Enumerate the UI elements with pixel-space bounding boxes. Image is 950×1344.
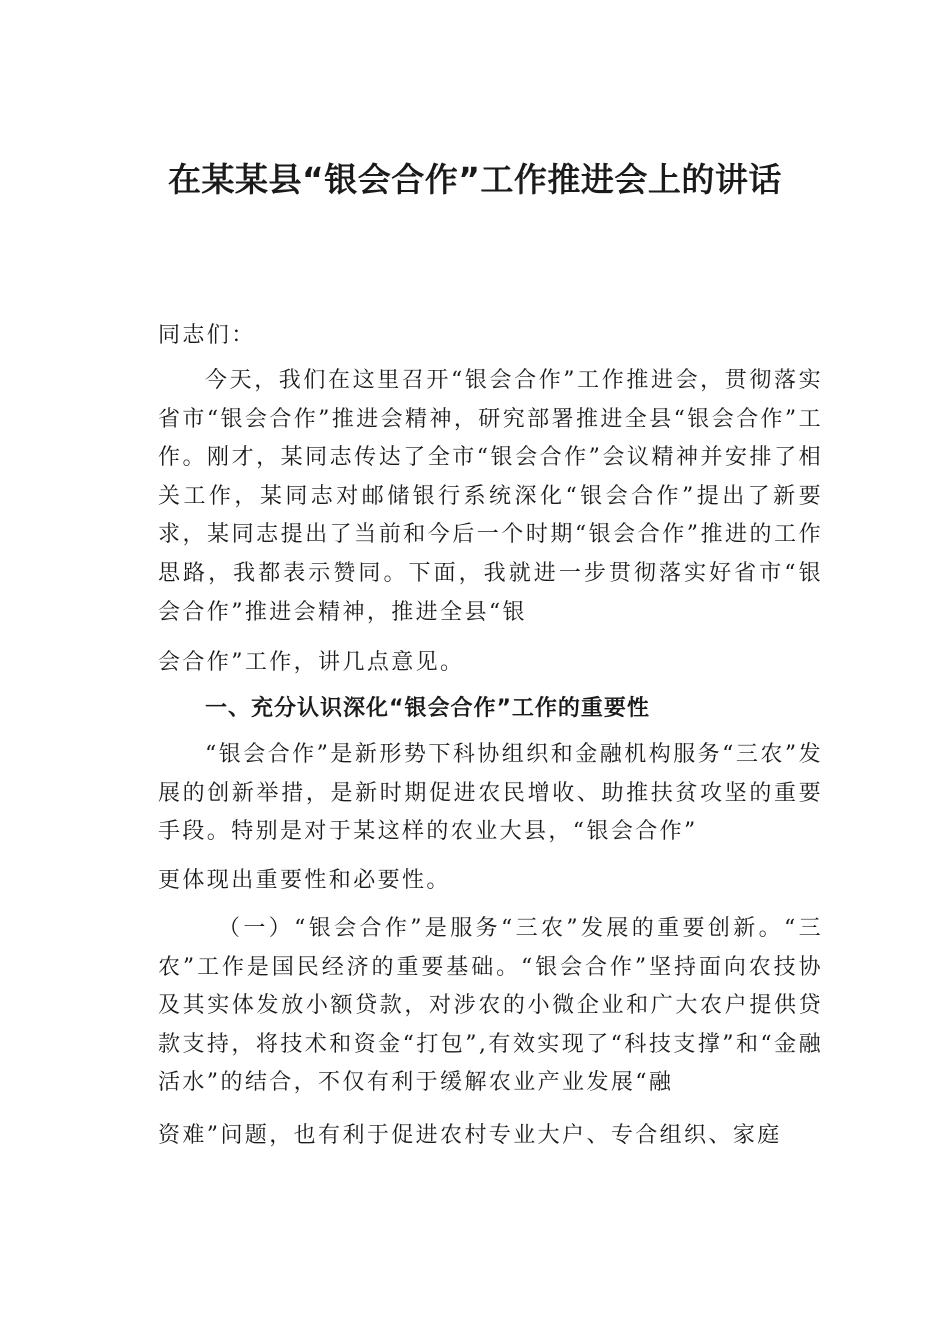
section-heading-1: 一、充分认识深化“银会合作”工作的重要性 bbox=[205, 696, 650, 721]
paragraph-subsection-1-main: （一）“银会合作”是服务“三农”发展的重要创新。“三农”工作是国民经济的重要基础。“银会合作”坚持面向农技协及其实体发放小额贷款，对涉农的小微企业和广大农户提供贷款支持，将技术和资金“打包”,有效实现了“科技支撑”和“金融活水”的结合，不仅有利于缓解农业产业发展“融 bbox=[158, 916, 823, 1096]
paragraph-importance bbox=[158, 736, 823, 900]
paragraph-opening-main: 今天，我们在这里召开“银会合作”工作推进会，贯彻落实省市“银会合作”推进会精神，研究部署推进全县“银会合作”工作。刚才，某同志传达了全市“银会合作”会议精神并安排了相关工作，某同志对邮储银行系统深化“银会合作”提出了新要求，某同志提出了当前和今后一个时期“银会合作”推进的工作思路，我都表示赞同。下面，我就进一步贯彻落实好省市“银会合作”推进会精神，推进全县“银 bbox=[158, 368, 823, 625]
paragraph-subsection-1 bbox=[158, 910, 823, 1156]
paragraph-importance-main: “银会合作”是新形势下科协组织和金融机构服务“三农”发展的创新举措，是新时期促进农民增收、助推扶贫攻坚的重要手段。特别是对于某这样的农业大县，“银会合作” bbox=[158, 742, 823, 845]
paragraph-opening-tail: 会合作”工作，讲几点意见。 bbox=[158, 650, 465, 676]
salutation: 同志们： bbox=[158, 323, 256, 348]
paragraph-importance-tail: 更体现出重要性和必要性。 bbox=[158, 867, 451, 893]
paragraph-opening bbox=[158, 362, 823, 683]
document-title: 在某某县“银会合作”工作推进会上的讲话 bbox=[168, 160, 782, 199]
paragraph-subsection-1-tail: 资难”问题，也有利于促进农村专业大户、专合组织、家庭 bbox=[158, 1122, 782, 1148]
